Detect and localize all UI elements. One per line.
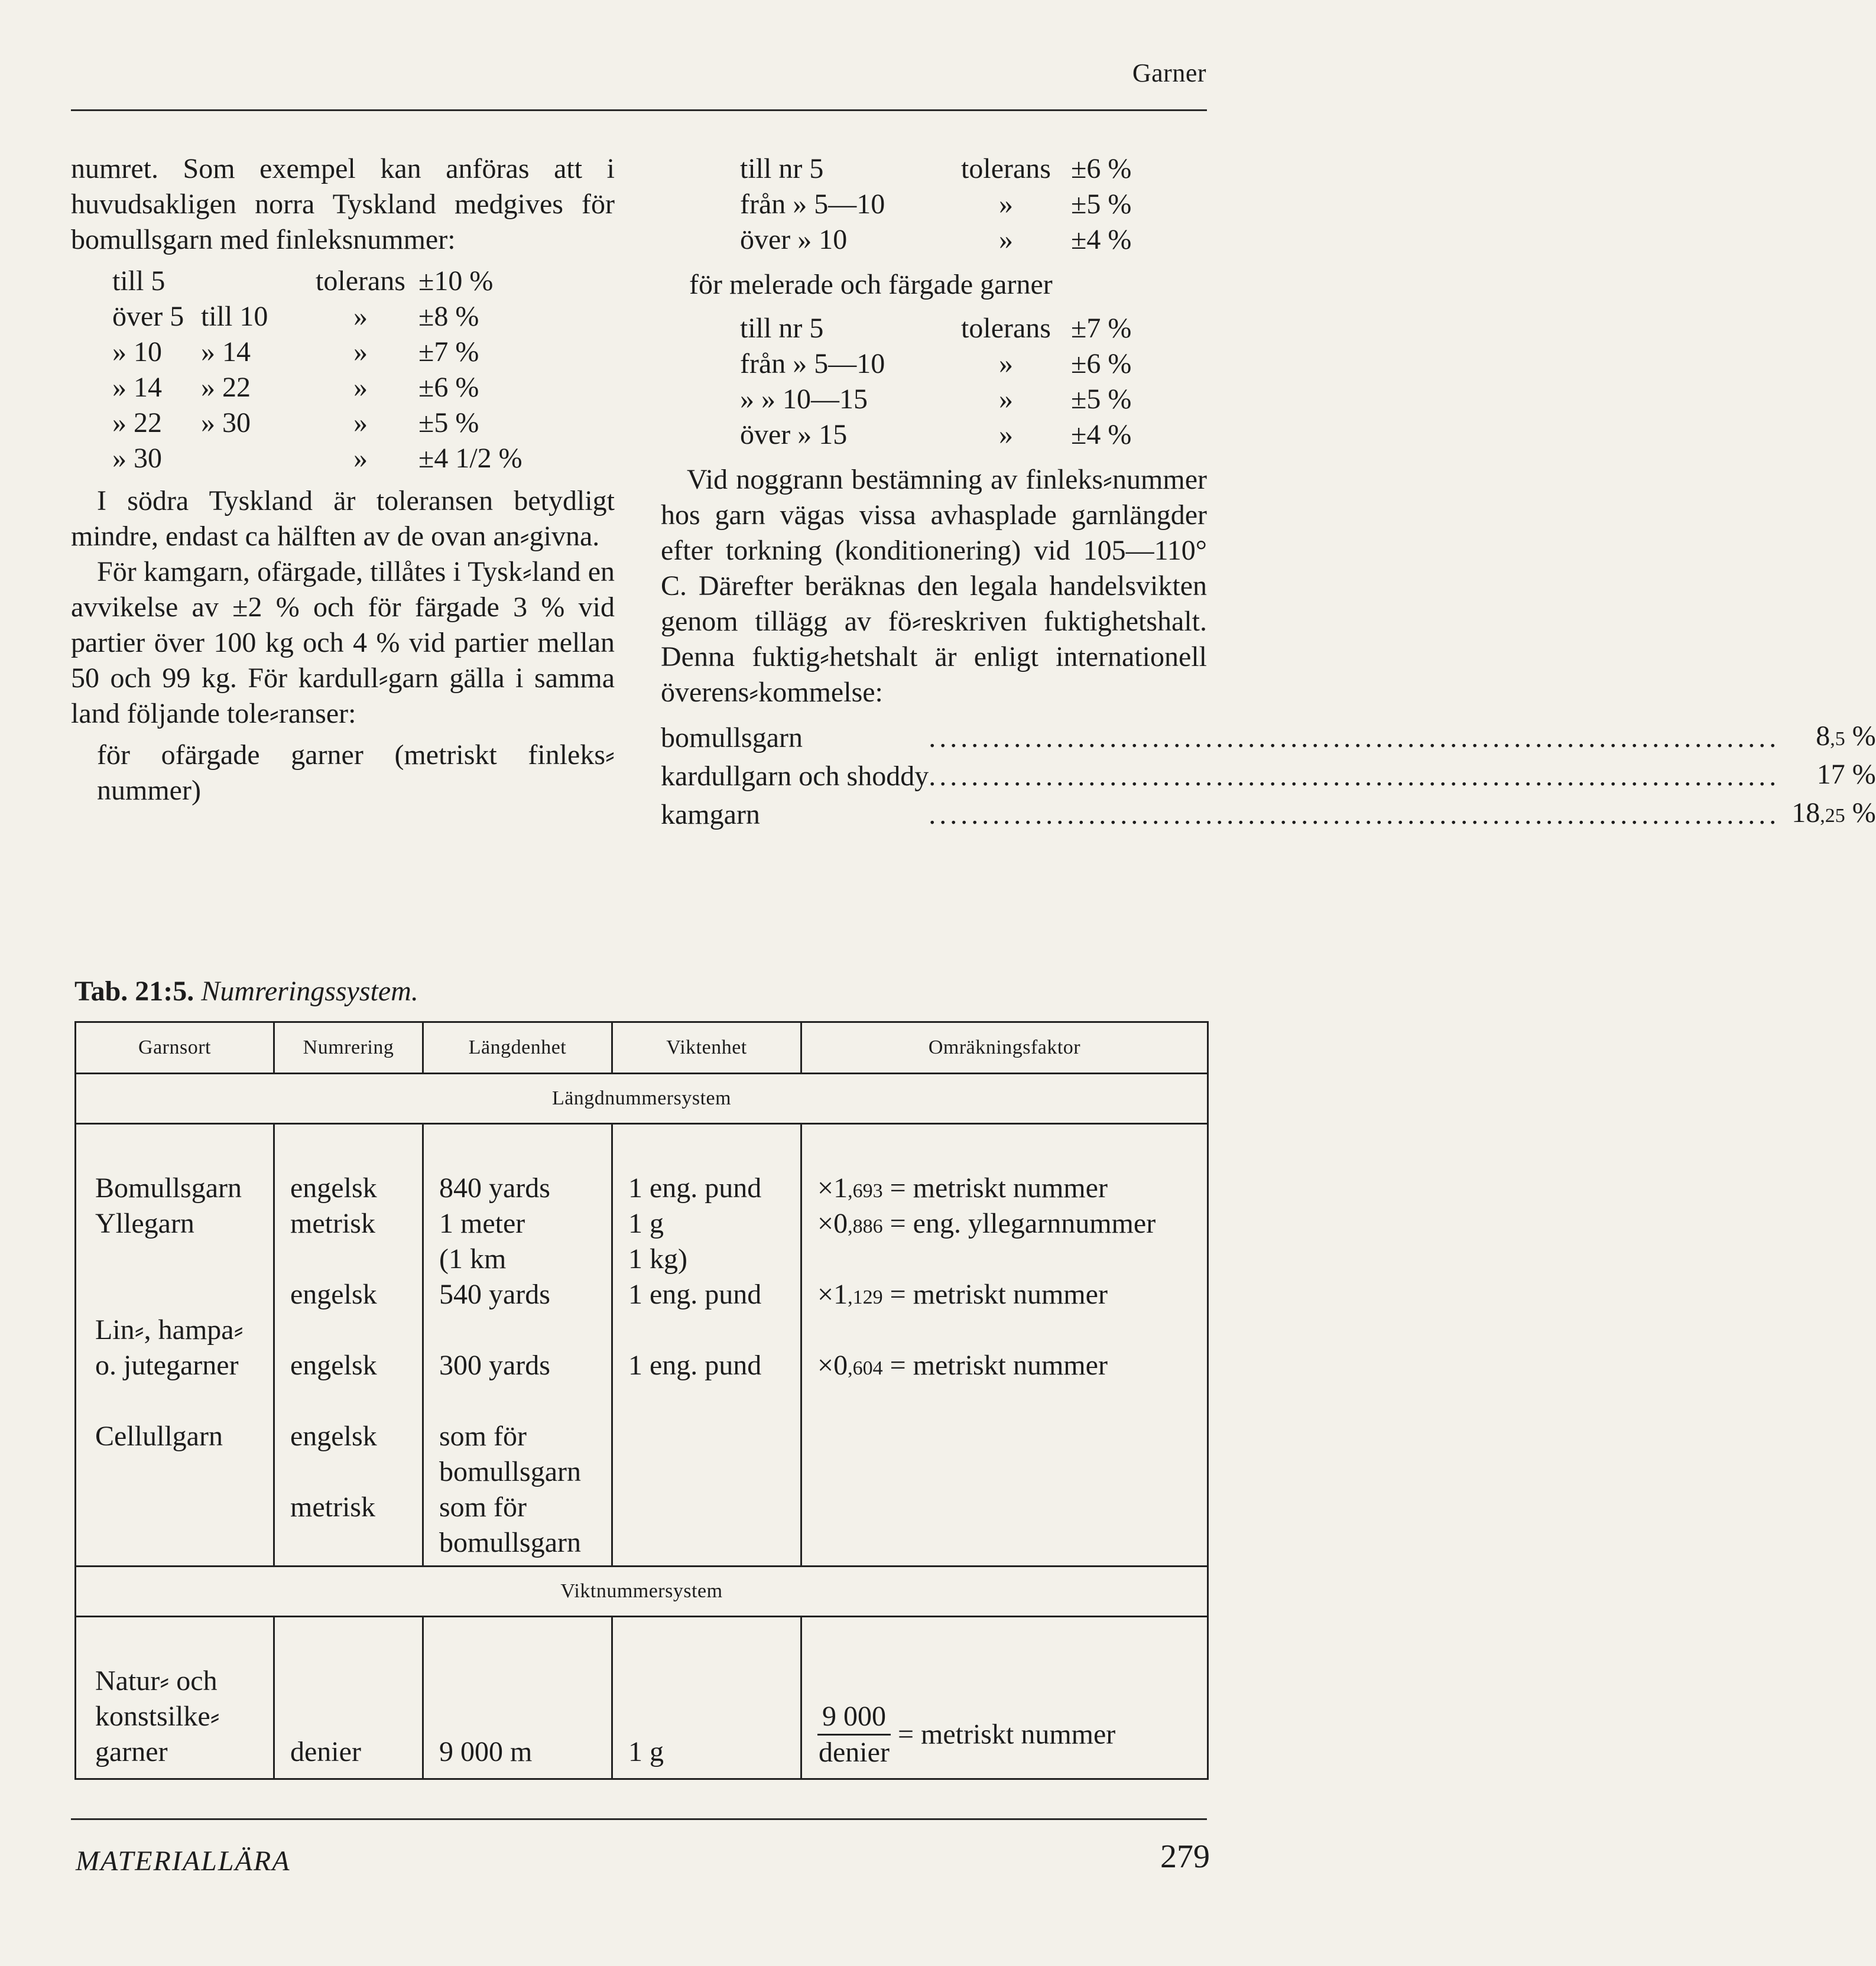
tolerance-row bbox=[112, 334, 522, 370]
tolerance-cell: » bbox=[353, 443, 368, 474]
sub-heading: för ofärgade garner (metriskt finleks⸗nummer) bbox=[97, 739, 615, 806]
tolerance-table-cotton bbox=[112, 264, 522, 476]
section-title: Längdnummersystem bbox=[76, 1074, 1208, 1124]
cell-omrakningsfaktor bbox=[801, 1124, 1208, 1567]
tolerance-cell: över » 10 bbox=[740, 224, 848, 255]
tolerance-cell: » bbox=[999, 384, 1013, 415]
tolerance-row bbox=[112, 370, 522, 405]
cell-numrering: denier bbox=[274, 1617, 423, 1779]
conversion-factor: ×1,129 = metriskt nummer bbox=[817, 1279, 1108, 1310]
tolerance-row bbox=[740, 311, 1131, 346]
cell-garnsort: Natur⸗ och konstsilke⸗ garner bbox=[76, 1617, 274, 1779]
cell-langdenhet: 9 000 m bbox=[423, 1617, 612, 1779]
tolerance-cell: » 10 bbox=[112, 336, 162, 368]
tolerance-cell: » bbox=[353, 407, 368, 438]
tolerance-cell: ±5 % bbox=[1071, 189, 1132, 220]
tolerance-cell: ±7 % bbox=[1071, 313, 1132, 344]
tolerance-cell: » » 10—15 bbox=[740, 384, 868, 415]
tolerance-table-other bbox=[740, 151, 1131, 258]
col-header: Längdenhet bbox=[423, 1022, 612, 1074]
fraction: $\frac{9 000}{\text{denier}}$ bbox=[819, 1701, 890, 1768]
moisture-row bbox=[661, 719, 1876, 757]
moisture-value: 18,25 % bbox=[1791, 797, 1876, 828]
tolerance-cell: » 30 bbox=[112, 443, 162, 474]
tolerance-cell: över » 15 bbox=[740, 419, 848, 450]
conversion-factor: ×1,693 = metriskt nummer bbox=[817, 1172, 1108, 1204]
section-title: Viktnummersystem bbox=[76, 1567, 1208, 1617]
tolerance-cell: ±10 % bbox=[418, 265, 494, 297]
tolerance-cell: ±5 % bbox=[418, 407, 479, 438]
col-header: Garnsort bbox=[76, 1022, 274, 1074]
tolerance-row bbox=[740, 222, 1131, 258]
moisture-table bbox=[661, 719, 1876, 834]
moisture-value: 17 % bbox=[1816, 759, 1876, 790]
paragraph: numret. Som exempel kan anföras att i huvudsakligen norra Tyskland medgives för bomullsgarn med finleksnummer: bbox=[71, 153, 615, 255]
footer-rule bbox=[71, 1818, 1207, 1820]
tolerance-cell: » 30 bbox=[201, 407, 251, 438]
tolerance-cell: från » 5—10 bbox=[740, 189, 885, 220]
col-header: Omräkningsfaktor bbox=[801, 1022, 1208, 1074]
running-head: Garner bbox=[1132, 59, 1206, 87]
tolerance-cell: » bbox=[353, 301, 368, 332]
moisture-label: kardullgarn och shoddy bbox=[661, 760, 929, 792]
tolerance-row bbox=[740, 382, 1131, 417]
footer-book-title: MATERIALLÄRA bbox=[76, 1845, 291, 1877]
tolerance-cell: » bbox=[999, 224, 1013, 255]
table-caption bbox=[74, 975, 418, 1008]
moisture-label: kamgarn bbox=[661, 798, 760, 830]
moisture-label: bomullsgarn bbox=[661, 722, 803, 753]
cell-omrakningsfaktor: $\frac{9 000}{\text{denier}}$ = metriskt nummer bbox=[801, 1617, 1208, 1779]
tolerance-cell: över 5 bbox=[112, 301, 184, 332]
tolerance-cell: » 22 bbox=[112, 407, 162, 438]
tolerance-table-melerade bbox=[740, 311, 1131, 453]
tolerance-cell: ±7 % bbox=[418, 336, 479, 368]
sub-heading: för melerade och färgade garner bbox=[689, 269, 1053, 300]
tolerance-cell: ±6 % bbox=[1071, 153, 1132, 184]
right-column bbox=[661, 151, 1876, 834]
tolerance-cell: ±6 % bbox=[1071, 348, 1132, 379]
dot-leader: ................................................................................ bbox=[929, 798, 1780, 830]
tolerance-cell: » bbox=[353, 336, 368, 368]
table-row bbox=[76, 1617, 1208, 1779]
conversion-factor: ×0,886 = eng. yllegarnnummer bbox=[817, 1208, 1156, 1239]
tolerance-cell bbox=[201, 441, 307, 476]
tolerance-row bbox=[112, 441, 522, 476]
tolerance-cell: ±6 % bbox=[418, 372, 479, 403]
cell-langdenhet: 840 yards 1 meter (1 km 540 yards 300 yards som för bomullsgarn som för bomullsgarn bbox=[423, 1124, 612, 1567]
cell-viktenhet: 1 eng. pund 1 g 1 kg) 1 eng. pund 1 eng. pund bbox=[612, 1124, 801, 1567]
tolerance-cell: tolerans bbox=[316, 265, 405, 297]
left-column bbox=[71, 151, 615, 808]
tolerance-cell: tolerans bbox=[961, 313, 1051, 344]
tolerance-row bbox=[740, 151, 1131, 187]
tolerance-cell: till 10 bbox=[201, 301, 268, 332]
numbering-system-table bbox=[74, 1021, 1209, 1780]
tolerance-cell: ±5 % bbox=[1071, 384, 1132, 415]
page-number: 279 bbox=[1160, 1838, 1210, 1875]
paragraph: I södra Tyskland är toleransen betydligt mindre, endast ca hälften av de ovan an⸗givna. bbox=[71, 485, 615, 552]
tolerance-cell: till 5 bbox=[112, 265, 165, 297]
tolerance-cell: till nr 5 bbox=[740, 153, 824, 184]
moisture-row bbox=[661, 757, 1876, 795]
tolerance-cell: till nr 5 bbox=[740, 313, 824, 344]
tolerance-cell: » bbox=[999, 189, 1013, 220]
header-rule bbox=[71, 109, 1207, 111]
cell-viktenhet: 1 g bbox=[612, 1617, 801, 1779]
tolerance-cell: » 14 bbox=[201, 336, 251, 368]
cell-garnsort: Bomullsgarn Yllegarn Lin⸗, hampa⸗ o. jutegarner Cellullgarn bbox=[76, 1124, 274, 1567]
dot-leader: ................................................................................ bbox=[929, 722, 1780, 753]
tolerance-row bbox=[112, 264, 522, 299]
dot-leader: ................................................................................ bbox=[929, 760, 1780, 792]
tolerance-row bbox=[740, 187, 1131, 222]
tolerance-row bbox=[112, 405, 522, 441]
tolerance-cell: » 14 bbox=[112, 372, 162, 403]
tolerance-cell: ±8 % bbox=[418, 301, 479, 332]
table-row bbox=[76, 1124, 1208, 1567]
tolerance-cell: » bbox=[999, 419, 1013, 450]
tolerance-cell: ±4 % bbox=[1071, 224, 1132, 255]
paragraph: För kamgarn, ofärgade, tillåtes i Tysk⸗land en avvikelse av ±2 % och för färgade 3 % vid partier över 100 kg och 4 % vid partier mellan 50 och 99 kg. För kardull⸗garn gälla i samma land följande tole⸗ranser: bbox=[71, 556, 615, 729]
tolerance-cell: från » 5—10 bbox=[740, 348, 885, 379]
tolerance-cell: » bbox=[353, 372, 368, 403]
conversion-factor: ×0,604 = metriskt nummer bbox=[817, 1350, 1108, 1381]
tolerance-row bbox=[112, 299, 522, 334]
col-header: Numrering bbox=[274, 1022, 423, 1074]
paragraph: Vid noggrann bestämning av finleks⸗nummer hos garn vägas vissa avhasplade garnlängder efter torkning (konditionering) vid 105—110° C. Därefter beräknas den legala handelsvikten genom tillägg av fö⸗reskriven fuktighetshalt. Denna fuktig⸗hetshalt är enligt internationell överens⸗kommelse: bbox=[661, 464, 1207, 708]
tolerance-cell: ±4 % bbox=[1071, 419, 1132, 450]
tolerance-cell: tolerans bbox=[961, 153, 1051, 184]
tolerance-row bbox=[740, 346, 1131, 382]
tolerance-cell: ±4 1/2 % bbox=[418, 443, 522, 474]
col-header: Viktenhet bbox=[612, 1022, 801, 1074]
cell-numrering: engelsk metrisk engelsk engelsk engelsk metrisk bbox=[274, 1124, 423, 1567]
moisture-value: 8,5 % bbox=[1816, 720, 1876, 752]
tolerance-cell: » bbox=[999, 348, 1013, 379]
tolerance-cell: » 22 bbox=[201, 372, 251, 403]
tolerance-row bbox=[740, 417, 1131, 453]
tolerance-cell bbox=[201, 264, 307, 299]
table-title: Numreringssystem. bbox=[201, 976, 418, 1007]
table-number: Tab. 21:5. bbox=[74, 976, 194, 1007]
moisture-row bbox=[661, 795, 1876, 834]
